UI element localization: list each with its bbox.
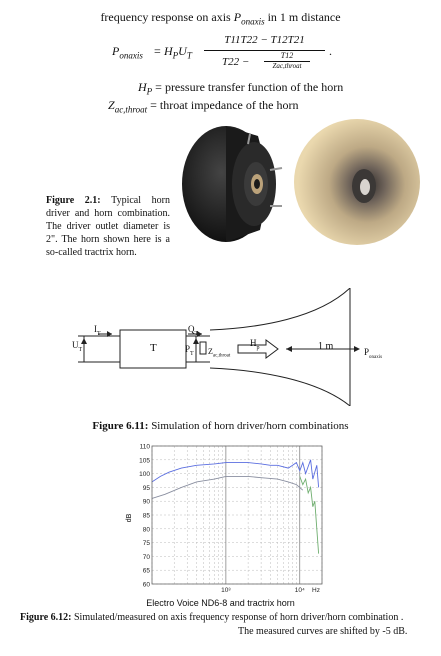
figure-6-11-label: Figure 6.11: <box>92 420 149 432</box>
label-hp: $H_p$ <box>250 338 260 351</box>
label-distance: 1 m <box>318 341 334 352</box>
y-axis-label: dB <box>126 513 133 523</box>
figure-6-12-caption-2: The measured curves are shifted by -5 dB. <box>238 626 408 637</box>
y-tick-label: 110 <box>139 443 150 451</box>
intro-symbol-sub: onaxis <box>241 16 265 27</box>
horn-driver-photo <box>178 122 290 247</box>
formula-period: . <box>329 44 332 58</box>
figure-6-11-caption <box>0 420 441 433</box>
figure-6-11-text: Simulation of horn driver/horn combinations <box>148 420 349 432</box>
y-tick-label: 75 <box>142 540 150 548</box>
label-ut: $U_T$ <box>72 340 83 353</box>
label-ponaxis: $P_{onaxis}$ <box>364 347 383 360</box>
frequency-response-chart <box>124 440 334 598</box>
y-tick-label: 95 <box>142 484 150 492</box>
tractrix-horn-photo <box>292 112 422 252</box>
x-tick-label: Hz <box>312 587 320 594</box>
formula-inner-numerator: T12 <box>280 51 294 60</box>
y-tick-label: 65 <box>142 567 150 575</box>
figure-2-1-caption <box>46 194 170 259</box>
formula-factors: $H_PU_T$ <box>164 44 192 61</box>
block-t-label: T <box>150 342 157 354</box>
figure-2-1-label: Figure 2.1: <box>46 195 101 206</box>
y-tick-label: 90 <box>142 498 150 506</box>
figure-2-1-text: Typical horn driver and horn combination. The driver outlet diameter is 2". The horn shown here is a so-called tractrix horn. <box>46 195 170 258</box>
y-tick-label: 60 <box>142 581 150 589</box>
intro-text-end: in 1 m distance <box>264 10 341 24</box>
intro-text: frequency response on axis <box>100 10 234 24</box>
chart-grid <box>152 446 322 584</box>
label-it: $I_T$ <box>94 324 101 337</box>
formula-equals: = <box>154 44 161 58</box>
formula-numerator: T11T22 − T12T21 <box>224 34 305 46</box>
x-tick-label: 10⁴ <box>294 587 305 594</box>
intro-symbol: P <box>233 10 242 24</box>
horn-simulation-diagram <box>60 288 410 406</box>
definition-zac: $Z_{ac,throat}$ = throat impedance of the horn <box>108 98 299 115</box>
label-qt: $Q_T$ <box>188 324 199 337</box>
formula-inner-denominator: Zac,throat <box>272 62 302 70</box>
figure-6-12-caption <box>20 611 435 624</box>
x-tick-label: 10³ <box>221 587 231 594</box>
y-tick-label: 80 <box>142 526 150 534</box>
formula-denominator: T22 − <box>222 56 250 68</box>
y-tick-label: 85 <box>142 512 150 520</box>
chart-ticks <box>139 444 320 595</box>
y-tick-label: 70 <box>142 553 150 561</box>
intro-line <box>0 10 441 26</box>
label-pt: $P_T$ <box>185 344 194 357</box>
label-zac: $Z_{ac,throat}$ <box>208 347 231 359</box>
chart-series <box>152 460 319 554</box>
y-tick-label: 105 <box>139 457 150 465</box>
figure-6-12-label: Figure 6.12: <box>20 612 72 623</box>
chart-subtitle: Electro Voice ND6-8 and tractrix horn <box>146 598 295 608</box>
transfer-formula <box>112 34 342 74</box>
figure-6-12-text-1: Simulated/measured on axis frequency response of horn driver/horn combination . <box>71 612 404 623</box>
y-tick-label: 100 <box>139 471 150 479</box>
formula-lhs: $P_{onaxis}$ <box>112 44 143 61</box>
definition-hp: $H_P$ = pressure transfer function of the horn <box>138 80 344 97</box>
